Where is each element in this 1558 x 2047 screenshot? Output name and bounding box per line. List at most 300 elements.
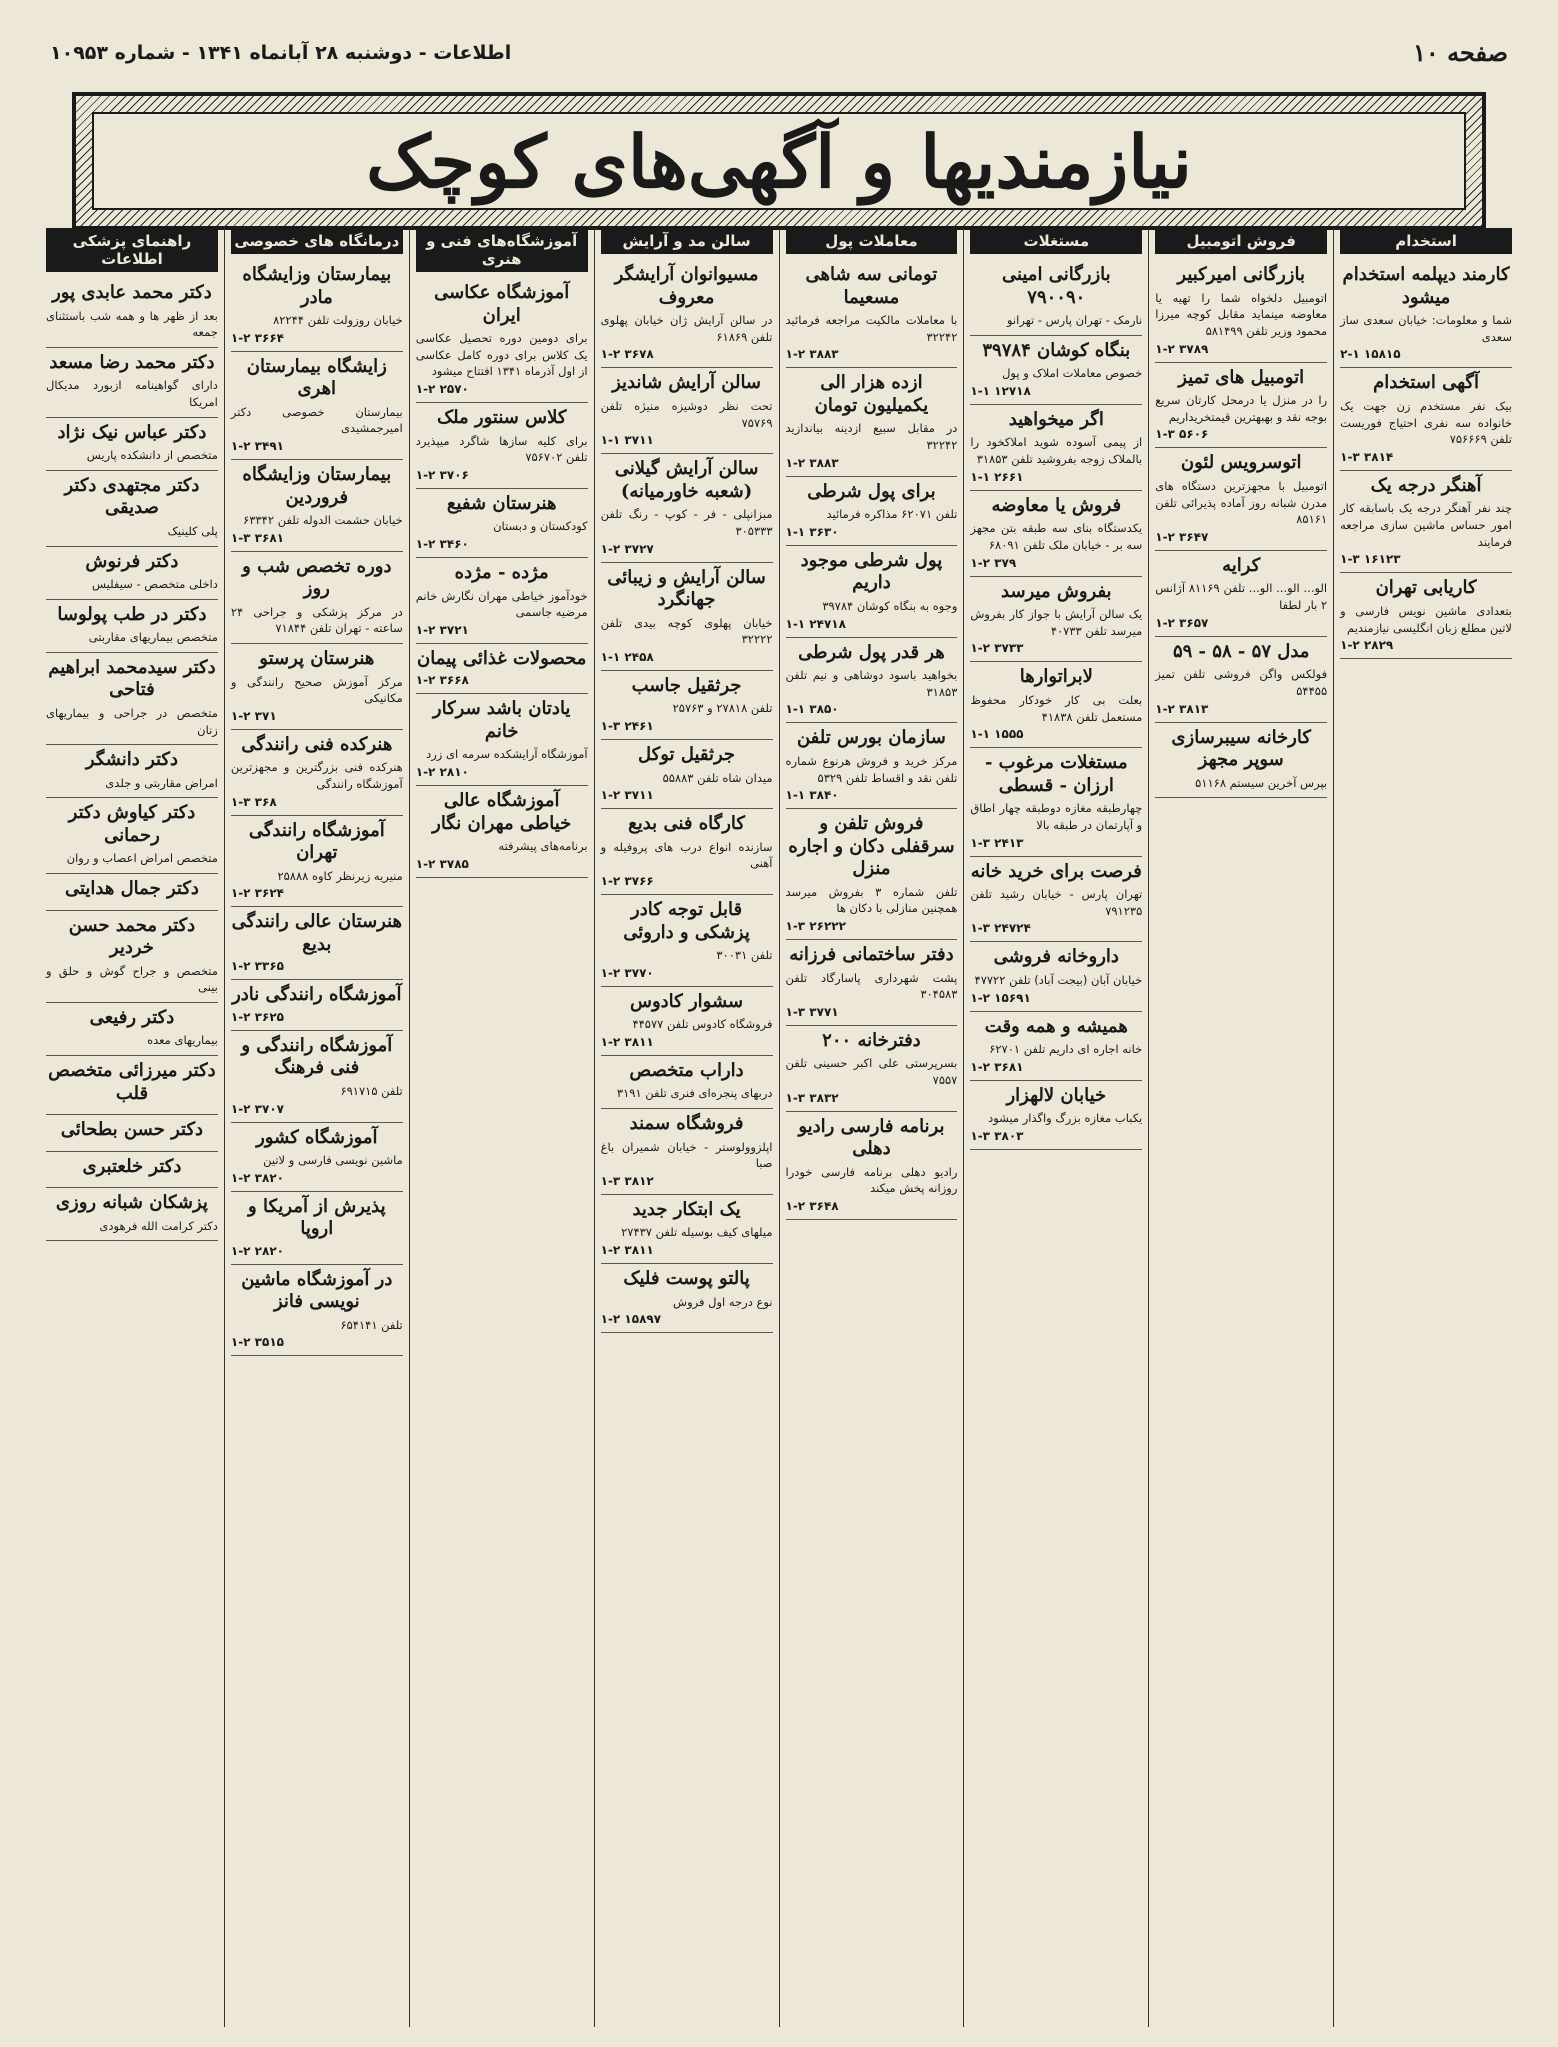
classified-ad: [601, 671, 773, 740]
ad-title: آگهی استخدام: [1373, 372, 1479, 394]
ad-body: دکتر کرامت الله فرهودی: [99, 1218, 218, 1233]
classified-ad: [231, 1265, 403, 1357]
ad-body: بتعدادی ماشین نویس فارسی و لاتین مطلع زبان انگلیسی نیازمندیم: [1340, 603, 1512, 635]
classified-ad: [970, 405, 1142, 491]
classified-ad: [1340, 573, 1512, 659]
classified-ad: [786, 1112, 958, 1220]
classified-ad: [601, 987, 773, 1056]
classified-ad: [46, 1003, 218, 1056]
ad-code: ۱-۲ ۳۶۴۸: [785, 1199, 839, 1214]
classified-ad: [970, 942, 1142, 1011]
ad-title: پزشکان شبانه روزی: [55, 1192, 208, 1214]
ad-title: اتوسرویس لئون: [1180, 452, 1302, 474]
ad-title: یک ابتکار جدید: [632, 1198, 741, 1220]
ad-title: دفترخانه ۲۰۰: [822, 1029, 921, 1051]
ad-title: دوره تخصص شب و روز: [242, 555, 392, 600]
ad-title: دکتر میرزائی متخصص قلب: [48, 1060, 216, 1104]
ad-code: ۱-۳ ۳۶۸۱: [230, 530, 284, 545]
ad-code: ۱-۲ ۳۷۸۵: [415, 856, 469, 871]
ad-body: دارای گواهینامه ازبورد مدیکال امریکا: [46, 378, 218, 410]
classified-ad: [231, 260, 403, 352]
ad-title: هر قدر پول شرطی: [798, 641, 945, 663]
ad-title: فرصت برای خرید خانه: [970, 860, 1142, 882]
ad-title: فروش یا معاوضه: [991, 494, 1122, 516]
ad-body: تلفن شماره ۳ بفروش میرسد همچنین منازلی با دکان ها: [785, 884, 958, 916]
classified-ad: [601, 454, 773, 562]
ad-title: آموزشگاه رانندگی و فنی فرهنگ: [241, 1034, 393, 1079]
ad-body: تلفن ۶۲۰۷۱ مذاکره فرمائید: [826, 507, 958, 522]
ad-code: ۱-۲ ۳۷۰۶: [415, 467, 469, 482]
ad-code: ۱-۱ ۲۴۷۱۸: [785, 616, 846, 631]
ad-title: اگر میخواهید: [1008, 408, 1104, 430]
ad-title: مستغلات مرغوب - ارزان - قسطی: [984, 752, 1128, 796]
classified-ad: [601, 1109, 773, 1195]
classified-ad: [1155, 551, 1327, 637]
classified-ad: [416, 786, 588, 878]
ad-body: بعلت بی کار خودکار محفوظ مستعمل تلفن ۴۱۸۳۸: [970, 692, 1143, 724]
ad-title: دکتر محمد رضا مسعد: [49, 351, 215, 373]
ad-code: ۱-۲ ۳۴۶۰: [415, 537, 469, 552]
classified-ad: [231, 1031, 403, 1123]
ad-title: سالن آرایش شاندیز: [612, 372, 762, 394]
ad-body: در سالن آرایش ژان خیابان پهلوی تلفن ۶۱۸۶۹: [600, 313, 773, 344]
ad-code: ۱-۱ ۲۴۵۸: [600, 649, 654, 664]
ad-code: ۱-۲ ۳۷۳۳: [970, 641, 1024, 656]
column-heading: سالن مد و آرایش: [601, 228, 773, 254]
ad-body: فروشگاه کادوس تلفن ۴۴۵۷۷: [632, 1017, 773, 1032]
ad-body: وجوه به بنگاه کوشان ۳۹۷۸۴: [822, 598, 958, 613]
ad-code: ۱-۳ ۳۸۰۳: [970, 1128, 1024, 1143]
ad-title: دکتر سیدمحمد ابراهیم فتاحی: [48, 656, 216, 701]
ad-body: برای کلیه سازها شاگرد میپذیرد تلفن ۷۵۶۷۰۲: [415, 433, 588, 465]
classified-ad: [601, 563, 773, 671]
classified-ad: [1155, 260, 1327, 363]
ad-body: ماشین نویسی فارسی و لاتین: [263, 1153, 403, 1168]
ad-title: پول شرطی موجود داریم: [800, 549, 943, 594]
ad-title: مسیوانوان آرایشگر معروف: [614, 264, 759, 308]
ad-body: با معاملات مالکیت مراجعه فرمائید ۳۲۲۴۲: [785, 313, 958, 344]
ad-body: تلفن ۳۰۰۳۱: [716, 948, 773, 963]
classified-ad: [970, 1081, 1142, 1150]
ad-code: ۱-۲ ۲۸۲۹: [1340, 638, 1394, 653]
classified-ad: [46, 348, 218, 418]
ad-body: اتومبیل با مجهزترین دستگاه های مدرن شبانه روز آماده پذیرائی تلفن ۸۵۱۶۱: [1155, 478, 1328, 527]
ad-title: سالن آرایش گیلانی (شعبه خاورمیانه): [614, 458, 759, 502]
classified-ad: [46, 1115, 218, 1152]
banner-title: نیازمندیها و آگهی‌های کوچک: [366, 118, 1192, 204]
classified-ad: [46, 1188, 218, 1241]
ad-code: ۱-۲ ۳۶۸۱: [970, 1059, 1024, 1074]
page-header-line: [50, 38, 1508, 78]
ad-body: بخواهید باسود دوشاهی و نیم تلفن ۳۱۸۵۳: [785, 668, 958, 699]
ad-body: تحت نظر دوشیزه منیژه تلفن ۷۵۷۶۹: [600, 398, 773, 430]
ad-code: ۱-۲ ۲۸۲۰: [230, 1243, 284, 1258]
ad-body: در مقابل سبیع ازدینه بیاندازید ۳۲۲۴۲: [785, 421, 958, 453]
ad-body: خصوص معاملات املاک و پول: [1002, 366, 1143, 381]
classified-ad: [416, 403, 588, 489]
classified-ad: [46, 471, 218, 547]
classified-ad: [1340, 368, 1512, 471]
ad-body: شما و معلومات: خیابان سعدی ساز سعدی: [1340, 313, 1512, 344]
ad-body: دربهای پنجره‌ای فنری تلفن ۳۱۹۱: [616, 1086, 773, 1101]
ad-body: پشت شهرداری پاسارگاد تلفن ۳۰۴۵۸۳: [785, 970, 958, 1002]
classified-ad: [416, 278, 588, 403]
ad-title: آموزشگاه عکاسی ایران: [434, 282, 570, 326]
ad-column: [409, 228, 594, 2027]
ad-body: خیابان پهلوی کوچه بیدی تلفن ۳۲۲۲۲: [600, 615, 773, 647]
ad-code: ۱-۳ ۲۴۱۳: [970, 835, 1024, 850]
ad-body: میدان شاه تلفن ۵۵۸۸۳: [662, 770, 773, 785]
ad-code: ۱-۳ ۳۷۷۱: [785, 1004, 839, 1019]
ad-title: اتومبیل های تمیز: [1178, 366, 1305, 388]
classified-ad: [231, 644, 403, 730]
ad-title: برنامه فارسی رادیو دهلی: [798, 1115, 945, 1160]
ad-body: یک سالن آرایش با جواز کار بفروش میرسد تلفن ۴۰۷۳۳: [970, 607, 1143, 638]
ad-title: سازمان بورس تلفن: [796, 727, 946, 749]
classified-ad: [601, 260, 773, 368]
ad-body: بعد از ظهر ها و همه شب باستثنای جمعه: [46, 308, 218, 340]
classified-ad: [970, 857, 1142, 943]
ad-title: بیمارستان وزایشگاه مادر: [242, 264, 392, 308]
classified-ad: [46, 278, 218, 348]
classified-ad: [786, 260, 958, 368]
classified-ad: [1155, 723, 1327, 799]
ad-body: از پیمی آسوده شوید املاکخود را بالملاک زوجه بفروشید تلفن ۳۱۸۵۳: [970, 435, 1143, 467]
ad-body: یکدستگاه بنای سه طبقه بتن مجهز سه بر - خیابان ملک تلفن ۶۸۰۹۱: [970, 521, 1143, 552]
ad-code: ۱-۱ ۳۸۵۰: [785, 702, 839, 717]
ad-body: بیک نفر مستخدم زن جهت یک خانواده سه نفری احتیاج فوریست تلفن ۷۵۶۶۶۹: [1340, 398, 1512, 447]
ad-body: مرکز خرید و فروش هرنوع شماره تلفن نقد و اقساط تلفن ۵۳۲۹: [785, 753, 958, 785]
classified-ad: [46, 911, 218, 1003]
ad-body: تلفن ۶۵۴۱۴۱: [340, 1317, 403, 1332]
ad-code: ۱-۲ ۳۸۸۳: [785, 455, 839, 470]
ad-code: ۱-۲ ۳۷۸۹: [1155, 341, 1209, 356]
ad-code: ۱-۳ ۵۶۰۶: [1155, 427, 1209, 442]
classifieds-banner: [72, 92, 1486, 230]
ad-code: ۲-۱ ۱۵۸۱۵: [1340, 347, 1401, 362]
ad-title: دکتر محمد حسن خردیر: [68, 914, 196, 959]
ad-code: ۱-۲ ۲۵۷۰: [415, 382, 469, 397]
ad-code: ۱-۱ ۲۶۶۱: [970, 469, 1024, 484]
ad-body: بیمارستان خصوصی دکتر امیرجمشیدی: [230, 404, 403, 436]
classified-ad: [1155, 363, 1327, 449]
ad-body: الو... الو... الو... تلفن ۸۱۱۶۹ آژانس ۲ بار لطفا: [1155, 581, 1328, 613]
ad-body: پلی کلینیک: [167, 523, 218, 538]
ad-body: متخصص امراض اعصاب و روان: [66, 851, 218, 866]
ad-code: ۱-۲ ۳۷۷۰: [600, 965, 654, 980]
ad-code: ۱-۲ ۳۸۱۱: [600, 1243, 654, 1258]
ad-title: دکتر در طب پولوسا: [57, 603, 207, 625]
ad-code: ۱-۲ ۳۷۲۷: [600, 541, 654, 556]
ad-title: همیشه و همه وقت: [984, 1015, 1128, 1037]
classified-ad: [970, 336, 1142, 405]
column-heading: آموزشگاه‌های فنی و هنری: [416, 228, 588, 272]
ad-code: ۱-۲ ۳۷۱۱: [600, 788, 654, 803]
ad-code: ۱-۱ ۳۶۳۰: [785, 524, 839, 539]
classified-ad: [231, 1192, 403, 1265]
column-heading: درمانگاه های خصوصی: [231, 228, 403, 254]
classified-ad: [46, 653, 218, 745]
classified-ad: [231, 980, 403, 1031]
ad-body: چهارطبقه مغازه دوطبقه چهار اطاق و آپارتمان در طبقه بالا: [970, 801, 1143, 832]
classified-ad: [416, 489, 588, 558]
classified-ad: [1340, 260, 1512, 368]
ad-code: ۱-۳ ۲۶۲۲۲: [785, 919, 846, 934]
classified-ad: [1155, 637, 1327, 723]
classified-ad: [601, 1056, 773, 1109]
ad-code: ۱-۲ ۳۷۱: [230, 708, 277, 723]
ad-body: امراض مقاربتی و جلدی: [105, 775, 218, 790]
ad-body: خیابان آبان (بیجت آباد) تلفن ۴۷۷۲۲: [974, 972, 1143, 987]
classified-ad: [601, 740, 773, 809]
classified-ad: [46, 547, 218, 600]
ad-body: خودآموز خیاطی مهران نگارش خانم مرضیه جاسمی: [415, 588, 588, 620]
ad-code: ۱-۲ ۳۷۲۱: [415, 622, 469, 637]
classified-ad: [970, 662, 1142, 748]
classified-ad: [601, 895, 773, 987]
ad-body: داخلی متخصص - سیفلیس: [91, 577, 218, 592]
ad-title: سشوار کادوس: [629, 990, 744, 1012]
classified-ad: [601, 1195, 773, 1264]
ad-code: ۱-۲ ۱۵۸۹۷: [600, 1312, 662, 1327]
ad-body: مرکز آموزش صحیح رانندگی و مکانیکی: [230, 674, 403, 706]
ad-body: اتومبیل دلخواه شما را تهیه یا معاوضه مینماید مقابل کوچه میرزا محمود وزیر تلفن ۵۸۱۴۹۹: [1155, 290, 1328, 338]
column-heading: راهنمای پزشکی اطلاعات: [46, 228, 218, 272]
ad-code: ۱-۳ ۲۴۶۱: [600, 719, 654, 734]
classified-ad: [970, 491, 1142, 577]
ad-title: کلاس سنتور ملک: [436, 407, 567, 429]
ad-body: متخصص و جراح گوش و حلق و بینی: [46, 963, 218, 995]
ad-title: جرثقیل توکل: [638, 744, 736, 766]
ad-title: در آموزشگاه ماشین نویسی فانز: [241, 1268, 393, 1313]
ad-body: فولکس واگن فروشی تلفن تمیز ۵۴۴۵۵: [1155, 667, 1328, 698]
classified-ad: [46, 600, 218, 653]
ad-body: کودکستان و دبستان: [493, 519, 588, 534]
ad-title: آهنگر درجه یک: [1370, 474, 1482, 496]
ad-code: ۱-۲ ۳۶۲۵: [230, 1009, 284, 1024]
classified-ad: [231, 1123, 403, 1192]
ad-body: سازنده انواع درب های پروفیله و آهنی: [600, 839, 773, 871]
classified-ad: [786, 368, 958, 476]
ad-title: کارگاه فنی بدیع: [628, 813, 745, 835]
column-heading: فروش اتومبیل: [1155, 228, 1327, 254]
classified-ad: [46, 1056, 218, 1115]
ad-title: آموزشگاه عالی خیاطی مهران نگار: [432, 790, 572, 834]
ad-body: را در منزل یا درمحل کارتان سریع بوجه نقد و بهبهترین قیمتخریداریم: [1155, 393, 1328, 424]
classified-ad: [46, 745, 218, 798]
page-number: صفحه ۱۰: [1412, 38, 1508, 67]
ad-title: تومانی سه شاهی مسعیما: [805, 264, 938, 308]
ad-title: دفتر ساختمانی فرزانه: [789, 944, 954, 966]
ad-title: سالن آرایش و زیبائی جهانگرد: [607, 566, 766, 611]
ad-title: دکتر خلعتبری: [82, 1155, 182, 1177]
ad-title: مدل ۵۷ - ۵۸ - ۵۹: [1172, 640, 1310, 662]
classified-ad: [601, 368, 773, 454]
classified-ad: [231, 907, 403, 980]
ad-body: بسرپرستی علی اکبر حسینی تلفن ۷۵۵۷: [785, 1056, 958, 1088]
ad-title: ازده هزار الی یکمیلیون تومان: [814, 372, 929, 416]
ad-title: دکتر مجتهدی دکتر صدیقی: [64, 474, 200, 519]
ad-column: [40, 228, 224, 2027]
ad-title: یادتان باشد سرکار خانم: [432, 698, 571, 742]
ad-code: ۱-۳ ۳۸۳۲: [785, 1090, 839, 1105]
ad-body: میلهای کیف بوسیله تلفن ۲۷۴۳۷: [621, 1225, 773, 1240]
classified-ad: [231, 552, 403, 644]
ad-title: هنرستان شفیع: [446, 492, 557, 514]
ad-body: متخصص بیماریهای مقاربتی: [88, 630, 218, 645]
ad-body: تلفن ۶۹۱۷۱۵: [340, 1083, 403, 1098]
ad-title: فروشگاه سمند: [629, 1113, 744, 1135]
ad-title: جرثقیل جاسب: [631, 674, 742, 696]
ad-title: داراب متخصص: [629, 1059, 744, 1081]
ad-code: ۱-۲ ۳۳۶۵: [230, 959, 284, 974]
ad-body: متخصص در جراحی و بیماریهای زنان: [46, 705, 218, 737]
classified-ad: [970, 1012, 1142, 1081]
ad-body: برنامه‌های پیشرفته: [498, 839, 588, 854]
ad-body: منیریه زیرنظر کاوه ۲۵۸۸۸: [277, 868, 403, 883]
ad-title: دکتر جمال هدایتی: [64, 878, 199, 900]
ad-title: دکتر حسن بطحائی: [60, 1119, 204, 1141]
ad-title: خیابان لالهزار: [1006, 1084, 1107, 1106]
ad-body: نارمک - تهران پارس - تهرانو: [1006, 313, 1143, 327]
ad-title: بازرگانی امینی ۷۹۰۰۹۰: [1001, 264, 1111, 308]
ad-code: ۱-۲ ۳۴۹۱: [230, 439, 284, 454]
classified-ad: [1340, 471, 1512, 574]
classified-ad: [601, 1264, 773, 1333]
banner-inner: [92, 112, 1466, 210]
classified-ad: [786, 809, 958, 940]
ad-code: ۱-۲ ۳۶۲۴: [230, 886, 284, 901]
ad-code: ۱-۲ ۳۷۰۷: [230, 1101, 284, 1116]
ad-body: نوع درجه اول فروش: [673, 1294, 773, 1309]
classified-ad: [786, 940, 958, 1026]
ad-title: کارمند دیپلمه استخدام میشود: [1342, 264, 1510, 308]
ad-code: ۱-۲ ۳۸۲۰: [230, 1170, 284, 1185]
classified-ad: [786, 477, 958, 546]
ad-body: خانه اجاره ای داریم تلفن ۶۲۷۰۱: [989, 1042, 1143, 1057]
classified-ad: [970, 260, 1142, 336]
ad-code: ۱-۳ ۲۴۷۲۴: [970, 921, 1031, 936]
ad-body: در مرکز پزشکی و جراحی ۲۴ ساعته - تهران تلفن ۷۱۸۴۴: [230, 604, 403, 636]
ad-body: هنرکده فنی بزرگترین و مجهزترین آموزشگاه رانندگی: [230, 760, 403, 792]
ad-title: هنرستان پرستو: [259, 648, 375, 670]
ad-title: کارخانه سیبرسازی سوپر مجهز: [1171, 726, 1311, 771]
ad-code: ۱-۲ ۳۶۵۷: [1155, 615, 1209, 630]
ad-title: محصولات غذائی پیمان: [417, 647, 587, 669]
ad-title: زایشگاه بیمارستان اهری: [246, 355, 387, 400]
classified-ad: [46, 798, 218, 874]
ad-title: هنرکده فنی رانندگی: [241, 733, 393, 755]
classified-ad: [46, 418, 218, 471]
ad-title: پالتو پوست فلیک: [623, 1268, 750, 1290]
ad-title: برای پول شرطی: [807, 480, 936, 502]
classified-ad: [786, 723, 958, 809]
ad-title: آموزشگاه کشور: [256, 1126, 378, 1148]
ad-title: دکتر عباس نیک نژاد: [57, 421, 207, 443]
ad-body: خیابان روزولت تلفن ۸۲۲۴۴: [273, 313, 403, 327]
ad-code: ۱-۲ ۳۶۴۷: [1155, 529, 1209, 544]
ad-code: ۱-۲ ۳۷۶۶: [600, 874, 654, 889]
ad-title: پذیرش از آمریکا و اروپا: [248, 1195, 386, 1240]
column-heading: مستغلات: [970, 228, 1142, 254]
ad-code: ۱-۲ ۳۶۶۴: [230, 330, 284, 345]
classified-ad: [46, 874, 218, 911]
ad-title: دکتر رفیعی: [89, 1006, 175, 1028]
ad-title: مژده - مژده: [454, 562, 549, 584]
ad-title: دکتر دانشگر: [85, 749, 179, 771]
ad-title: داروخانه فروشی: [993, 946, 1119, 968]
ad-title: کاریابی تهران: [1375, 577, 1477, 599]
ad-column: [224, 228, 409, 2027]
ad-code: ۱-۲ ۳۶۶۸: [415, 673, 469, 688]
ad-code: ۱-۲ ۲۸۱۰: [415, 765, 469, 780]
ad-code: ۱-۲ ۳۸۱۱: [600, 1034, 654, 1049]
ad-title: لابراتوارها: [1019, 666, 1093, 688]
ad-body: برای دومین دوره تحصیل عکاسی یک کلاس برای دوره کامل عکاسی از اول آذرماه ۱۳۴۱ افتتاح میشود: [415, 331, 588, 379]
ad-title: دکتر محمد عابدی پور: [52, 282, 212, 303]
ad-code: ۱-۱ ۱۲۷۱۸: [970, 383, 1031, 398]
ad-title: بیمارستان وزایشگاه فروردین: [242, 464, 392, 508]
classified-ad: [786, 1026, 958, 1112]
ad-title: بفروش میرسد: [1001, 580, 1112, 602]
column-heading: استخدام: [1340, 228, 1512, 254]
ad-body: بپرس آخرین سیستم ۵۱۱۶۸: [1195, 775, 1328, 790]
classified-ad: [786, 638, 958, 724]
classified-ad: [231, 460, 403, 552]
ad-title: بنگاه کوشان ۳۹۷۸۴: [982, 339, 1131, 361]
classified-ad: [786, 546, 958, 638]
ad-title: آموزشگاه رانندگی تهران: [248, 819, 385, 864]
ad-code: ۱-۲ ۳۷۹: [970, 555, 1017, 570]
ad-column: [1148, 228, 1333, 2027]
ad-code: ۱-۱ ۳۸۴۰: [785, 788, 839, 803]
classified-ad: [231, 352, 403, 460]
ad-code: ۱-۲ ۱۵۶۹۱: [970, 990, 1031, 1005]
ad-code: ۱-۲ ۳۸۱۳: [1155, 701, 1209, 716]
ad-title: کرایه: [1222, 554, 1261, 576]
ad-columns: [40, 228, 1518, 2027]
ad-code: ۱-۳ ۱۶۱۲۳: [1340, 552, 1401, 567]
ad-code: ۱-۳ ۳۶۸: [230, 794, 277, 809]
ad-title: بازرگانی امیرکبیر: [1177, 264, 1305, 285]
ad-code: ۱-۲ ۳۶۷۸: [600, 347, 654, 362]
classified-ad: [231, 730, 403, 816]
ad-code: ۱-۲ ۳۸۸۳: [785, 347, 839, 362]
ad-code: ۱-۳ ۳۸۱۴: [1340, 449, 1394, 464]
ad-column: [963, 228, 1148, 2027]
ad-column: [594, 228, 779, 2027]
ad-title: دکتر کیاوش دکتر رحمانی: [68, 802, 196, 846]
ad-body: یکباب مغازه بزرگ واگذار میشود: [988, 1111, 1143, 1126]
classified-ad: [416, 694, 588, 786]
ad-body: متخصص از دانشکده پاریس: [86, 448, 218, 463]
column-heading: معاملات پول: [786, 228, 958, 254]
ad-body: بیماریهای معده: [147, 1033, 218, 1048]
ad-column: [779, 228, 964, 2027]
ad-body: آموزشگاه آرایشکده سرمه ای زرد: [426, 747, 588, 762]
ad-body: مبزانپلی - فر - کوپ - رنگ تلفن ۳۰۵۳۳۳: [600, 507, 773, 538]
ad-title: فروش تلفن و سرقفلی دکان و اجاره منزل: [788, 813, 955, 880]
ad-code: ۱-۳ ۳۸۱۲: [600, 1173, 654, 1188]
ad-body: اپلزوولوستر - خیابان شمیران باغ صبا: [600, 1139, 773, 1171]
ad-title: دکتر فرنوش: [85, 550, 179, 572]
ad-body: رادیو دهلی برنامه فارسی خودرا روزانه پخش میکند: [785, 1164, 958, 1196]
ad-body: خیابان حشمت الدوله تلفن ۶۳۳۴۲: [243, 513, 403, 528]
ad-body: تهران پارس - خیابان رشید تلفن ۷۹۱۲۳۵: [970, 887, 1143, 918]
classified-ad: [970, 748, 1142, 856]
classified-ad: [416, 558, 588, 644]
classified-ad: [416, 644, 588, 695]
